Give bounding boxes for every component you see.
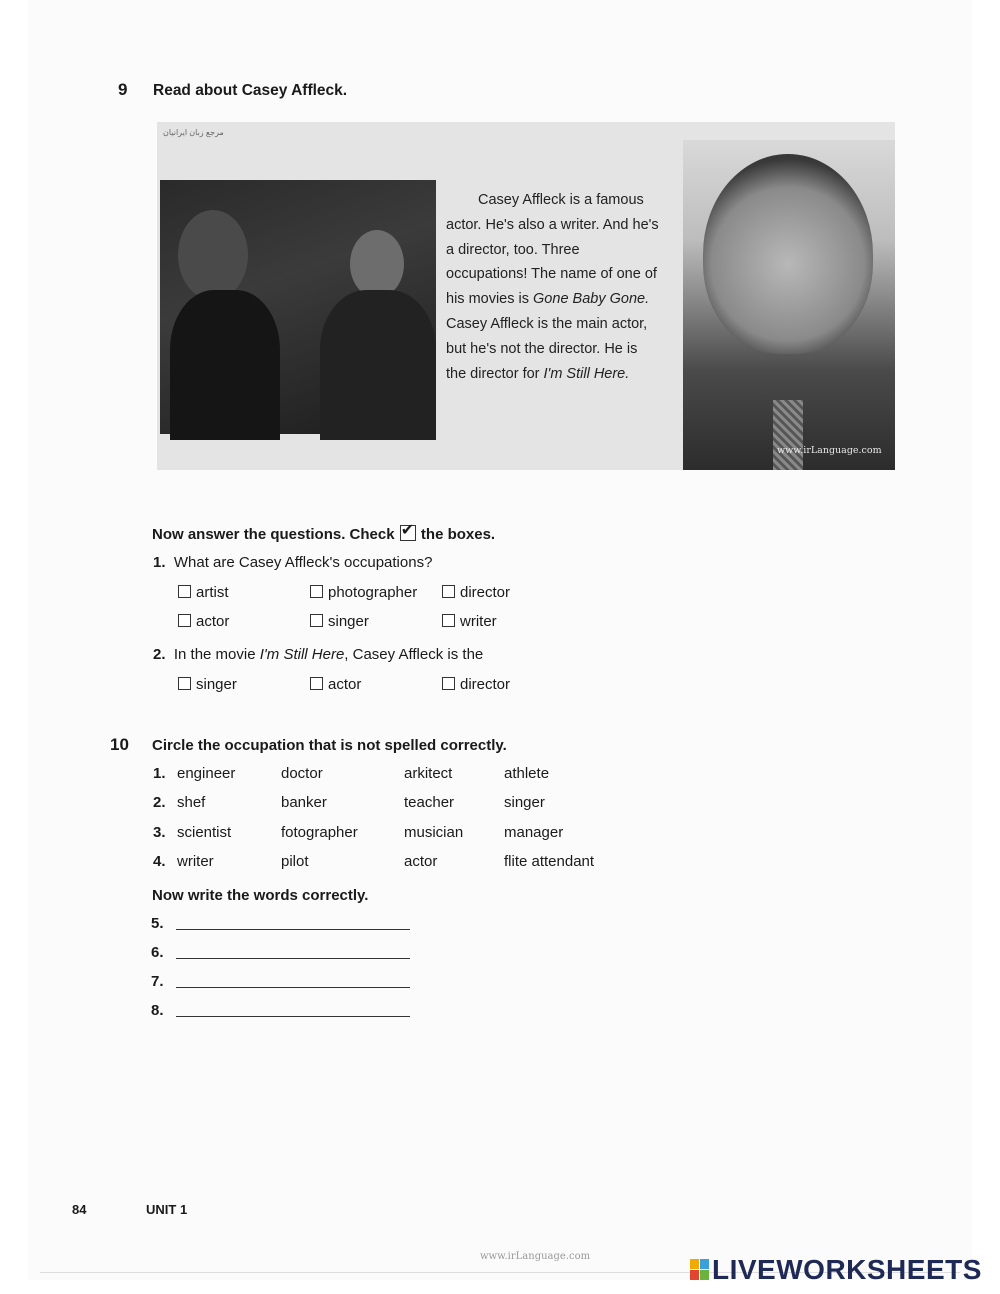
answer-8-line[interactable]: [176, 1016, 410, 1017]
occupation-word[interactable]: fotographer: [281, 824, 358, 841]
photo-watermark: www.irLanguage.com: [777, 445, 882, 456]
occupation-word[interactable]: singer: [504, 794, 545, 811]
answer-6-line[interactable]: [176, 958, 410, 959]
question-1: [153, 554, 432, 571]
checkbox-icon[interactable]: [310, 614, 323, 627]
movie-title-1: Gone Baby Gone.: [533, 291, 650, 308]
passage-part-1: Casey Affleck is a famous actor. He's also a writer. And he's a director, too. Three occupations! The name of one of his movies is: [446, 192, 659, 308]
answer-6-label: 6.: [151, 944, 164, 961]
write-instruction: Now write the words correctly.: [152, 887, 369, 904]
question-2: 2. In the movie I'm Still Here, Casey Affleck is the: [153, 646, 484, 663]
exercise-9-title: Read about Casey Affleck.: [153, 82, 348, 99]
logo-squares-icon: [690, 1259, 710, 1281]
occupation-word[interactable]: musician: [404, 824, 464, 841]
row-3-number: 3.: [153, 824, 166, 841]
option-photographer[interactable]: photographer: [310, 584, 417, 601]
option-actor[interactable]: actor: [178, 613, 229, 630]
answer-8-label: 8.: [151, 1002, 164, 1019]
occupation-word[interactable]: actor: [404, 853, 438, 870]
question-2-movie: I'm Still Here: [259, 646, 345, 663]
checkbox-icon[interactable]: [442, 614, 455, 627]
brand-text: LIVEWORKSHEETS: [712, 1254, 982, 1285]
reading-passage: [446, 188, 661, 386]
occupation-word[interactable]: athlete: [504, 765, 550, 782]
answer-7-label: 7.: [151, 973, 164, 990]
instruction-check: [152, 522, 496, 543]
unit-label: UNIT 1: [146, 1202, 188, 1217]
occupation-word[interactable]: scientist: [177, 824, 232, 841]
liveworksheets-logo: [690, 1254, 982, 1286]
option-artist[interactable]: artist: [178, 584, 229, 601]
answer-5-line[interactable]: [176, 929, 410, 930]
question-2-number: 2.: [153, 646, 166, 663]
instruction-check-part-2: the boxes.: [420, 526, 496, 543]
checkbox-icon[interactable]: [310, 585, 323, 598]
answer-5-label: 5.: [151, 915, 164, 932]
row-4-number: 4.: [153, 853, 166, 870]
checkbox-icon[interactable]: [178, 585, 191, 598]
page-number: 84: [72, 1202, 87, 1217]
occupation-word[interactable]: doctor: [281, 765, 323, 782]
movie-still-image: [160, 180, 436, 434]
footer-watermark: www.irLanguage.com: [480, 1251, 591, 1262]
occupation-word[interactable]: engineer: [177, 765, 236, 782]
occupation-word[interactable]: teacher: [404, 794, 455, 811]
option-q2-director[interactable]: director: [442, 676, 510, 693]
movie-title-2: I'm Still Here.: [543, 365, 630, 382]
occupation-word[interactable]: manager: [504, 824, 564, 841]
checkbox-icon[interactable]: [442, 677, 455, 690]
checkbox-icon[interactable]: [178, 614, 191, 627]
exercise-9-number: 9: [118, 80, 128, 99]
exercise-10-title: Circle the occupation that is not spelled correctly.: [152, 737, 507, 754]
row-1-number: 1.: [153, 765, 166, 782]
option-writer[interactable]: writer: [442, 613, 497, 630]
occupation-word[interactable]: pilot: [281, 853, 309, 870]
question-1-text: What are Casey Affleck's occupations?: [173, 554, 433, 571]
option-q2-singer[interactable]: singer: [178, 676, 237, 693]
portrait-image: [683, 140, 895, 470]
occupation-word[interactable]: arkitect: [404, 765, 453, 782]
occupation-word[interactable]: flite attendant: [504, 853, 595, 870]
checkbox-icon[interactable]: [442, 585, 455, 598]
option-director[interactable]: director: [442, 584, 510, 601]
occupation-word[interactable]: writer: [177, 853, 214, 870]
row-2-number: 2.: [153, 794, 166, 811]
checkbox-icon[interactable]: [310, 677, 323, 690]
question-1-number: 1.: [153, 554, 166, 571]
exercise-10-number: 10: [110, 735, 129, 754]
occupation-word[interactable]: banker: [281, 794, 327, 811]
panel-caption: مرجع زبان ایرانیان: [163, 128, 224, 137]
checkbox-icon[interactable]: [178, 677, 191, 690]
reading-panel: [157, 122, 895, 470]
option-q2-actor[interactable]: actor: [310, 676, 361, 693]
instruction-check-part-1: Now answer the questions. Check: [152, 526, 395, 543]
occupation-word[interactable]: shef: [177, 794, 206, 811]
option-singer[interactable]: singer: [310, 613, 369, 630]
passage-part-2: Casey Affleck is the main actor, but he's not the director. He is the director for: [446, 315, 648, 382]
checkmark-icon: ✔: [400, 522, 415, 539]
answer-7-line[interactable]: [176, 987, 410, 988]
